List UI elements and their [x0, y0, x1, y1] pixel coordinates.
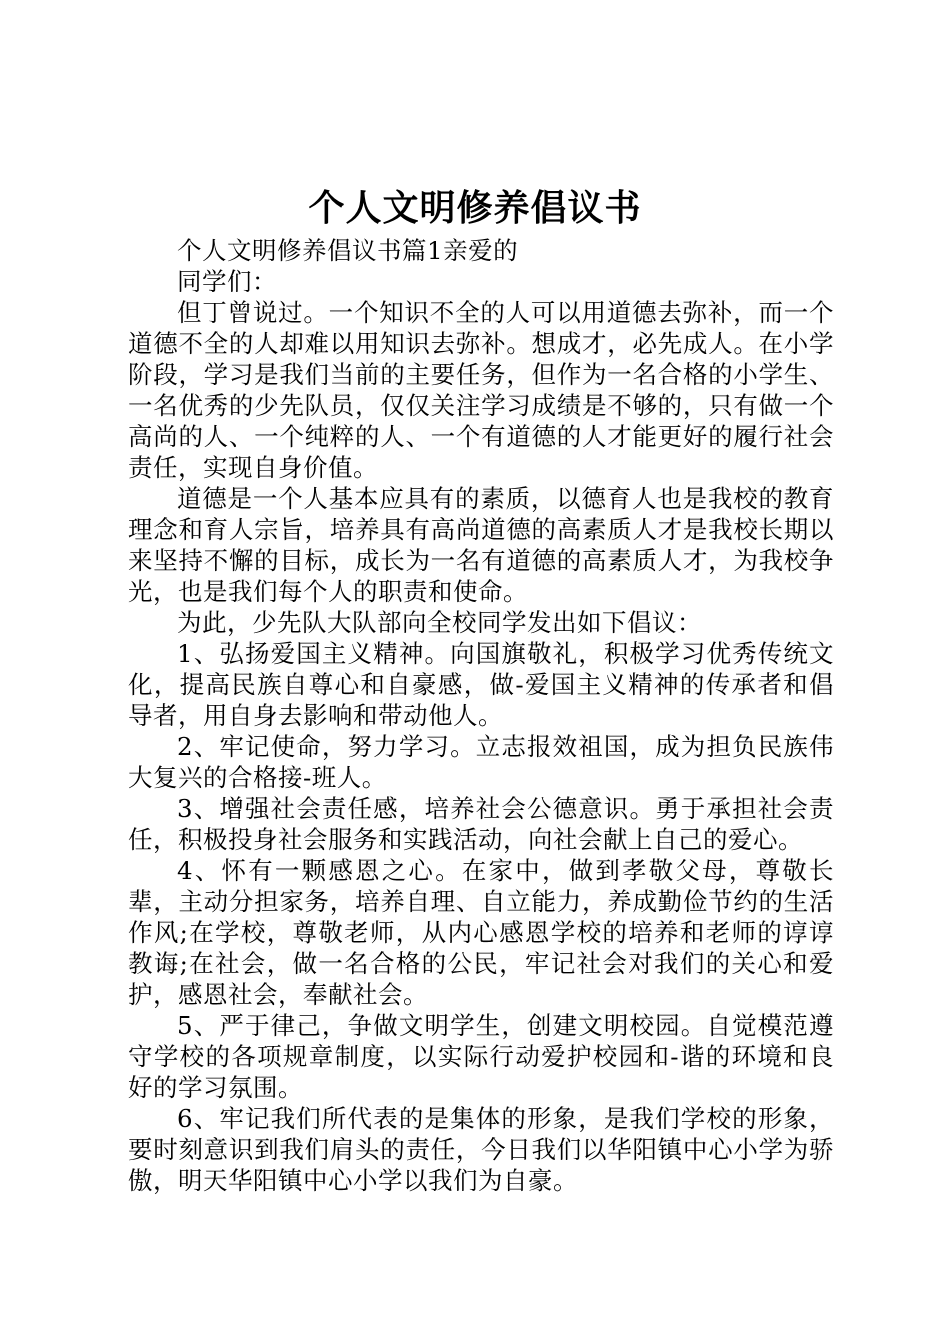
paragraph-item-3: 3、增强社会责任感，培养社会公德意识。勇于承担社会责任，积极投身社会服务和实践活动，向社会献上自己的爱心。	[128, 794, 834, 854]
document-title: 个人文明修养倡议书	[308, 187, 642, 229]
paragraph-intro: 但丁曾说过。一个知识不全的人可以用道德去弥补，而一个道德不全的人却难以用知识去弥补。想成才，必先成人。在小学阶段，学习是我们当前的主要任务，但作为一名合格的小学生、一名优秀的少先队员，仅仅关注学习成绩是不够的，只有做一个高尚的人、一个纯粹的人、一个有道德的人才能更好的履行社会责任，实现自身价值。	[128, 298, 834, 482]
paragraph-item-5: 5、严于律己，争做文明学生，创建文明校园。自觉模范遵守学校的各项规章制度，以实际行动爱护校园和-谐的环境和良好的学习氛围。	[128, 1011, 834, 1102]
paragraph-item-6: 6、牢记我们所代表的是集体的形象，是我们学校的形象，要时刻意识到我们肩头的责任，今日我们以华阳镇中心小学为骄傲，明天华阳镇中心小学以我们为自豪。	[128, 1104, 834, 1195]
paragraph-item-2: 2、牢记使命，努力学习。立志报效祖国，成为担负民族伟大复兴的合格接-班人。	[128, 732, 834, 792]
paragraph-salutation: 同学们：	[177, 267, 277, 296]
paragraph-heading-line: 个人文明修养倡议书篇1亲爱的	[177, 236, 519, 265]
document-body	[128, 235, 834, 1196]
paragraph-item-4: 4、怀有一颗感恩之心。在家中，做到孝敬父母，尊敬长辈，主动分担家务，培养自理、自立能力，养成勤俭节约的生活作风;在学校，尊敬老师，从内心感恩学校的培养和老师的谆谆教诲;在社会，做一名合格的公民，牢记社会对我们的关心和爱护，感恩社会，奉献社会。	[128, 856, 834, 1009]
paragraph-call: 为此，少先队大队部向全校同学发出如下倡议：	[177, 608, 702, 637]
paragraph-item-1: 1、弘扬爱国主义精神。向国旗敬礼，积极学习优秀传统文化，提高民族自尊心和自豪感，做-爱国主义精神的传承者和倡导者，用自身去影响和带动他人。	[128, 639, 834, 730]
paragraph-morality: 道德是一个人基本应具有的素质，以德育人也是我校的教育理念和育人宗旨，培养具有高尚道德的高素质人才是我校长期以来坚持不懈的目标，成长为一名有道德的高素质人才，为我校争光，也是我们每个人的职责和使命。	[128, 484, 834, 606]
